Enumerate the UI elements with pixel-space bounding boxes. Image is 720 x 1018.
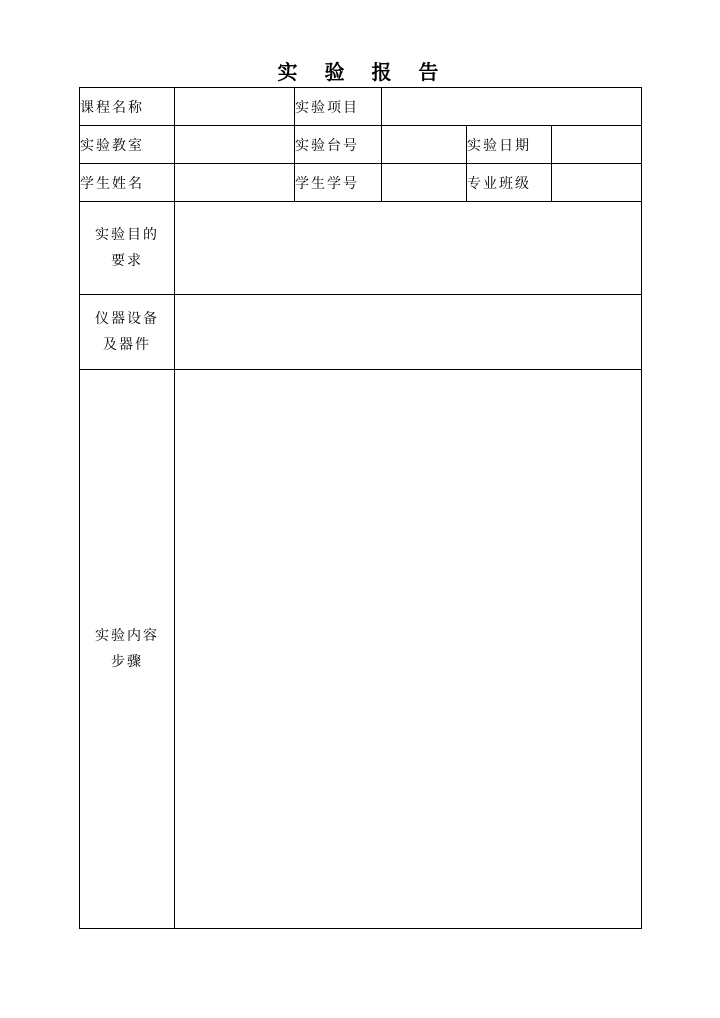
project-field[interactable] — [382, 88, 642, 126]
student-name-label: 学生姓名 — [80, 164, 175, 202]
major-class-field[interactable] — [552, 164, 642, 202]
bench-label: 实验台号 — [295, 126, 382, 164]
steps-field[interactable] — [175, 370, 642, 929]
row-course — [80, 88, 642, 126]
page-title: 实 验 报 告 — [277, 60, 449, 84]
aim-field[interactable] — [175, 202, 642, 295]
project-label: 实验项目 — [295, 88, 382, 126]
student-id-field[interactable] — [382, 164, 467, 202]
row-steps — [80, 370, 642, 929]
date-field[interactable] — [552, 126, 642, 164]
classroom-label: 实验教室 — [80, 126, 175, 164]
aim-label-line2: 要求 — [111, 253, 143, 269]
steps-label-line2: 步骤 — [111, 654, 143, 670]
bench-field[interactable] — [382, 126, 467, 164]
lab-report-table — [79, 87, 642, 929]
steps-label-line1: 实验内容 — [95, 628, 159, 644]
student-name-field[interactable] — [175, 164, 295, 202]
major-class-label: 专业班级 — [467, 164, 552, 202]
row-classroom — [80, 126, 642, 164]
student-id-label: 学生学号 — [295, 164, 382, 202]
course-name-label: 课程名称 — [80, 88, 175, 126]
classroom-field[interactable] — [175, 126, 295, 164]
equipment-label-line1: 仪器设备 — [95, 311, 159, 327]
aim-label-line1: 实验目的 — [95, 227, 159, 243]
equipment-field[interactable] — [175, 295, 642, 370]
date-label: 实验日期 — [467, 126, 552, 164]
steps-label — [80, 370, 175, 929]
aim-label — [80, 202, 175, 295]
course-name-field[interactable] — [175, 88, 295, 126]
row-aim — [80, 202, 642, 295]
row-equipment — [80, 295, 642, 370]
equipment-label — [80, 295, 175, 370]
row-student — [80, 164, 642, 202]
equipment-label-line2: 及器件 — [103, 337, 151, 353]
